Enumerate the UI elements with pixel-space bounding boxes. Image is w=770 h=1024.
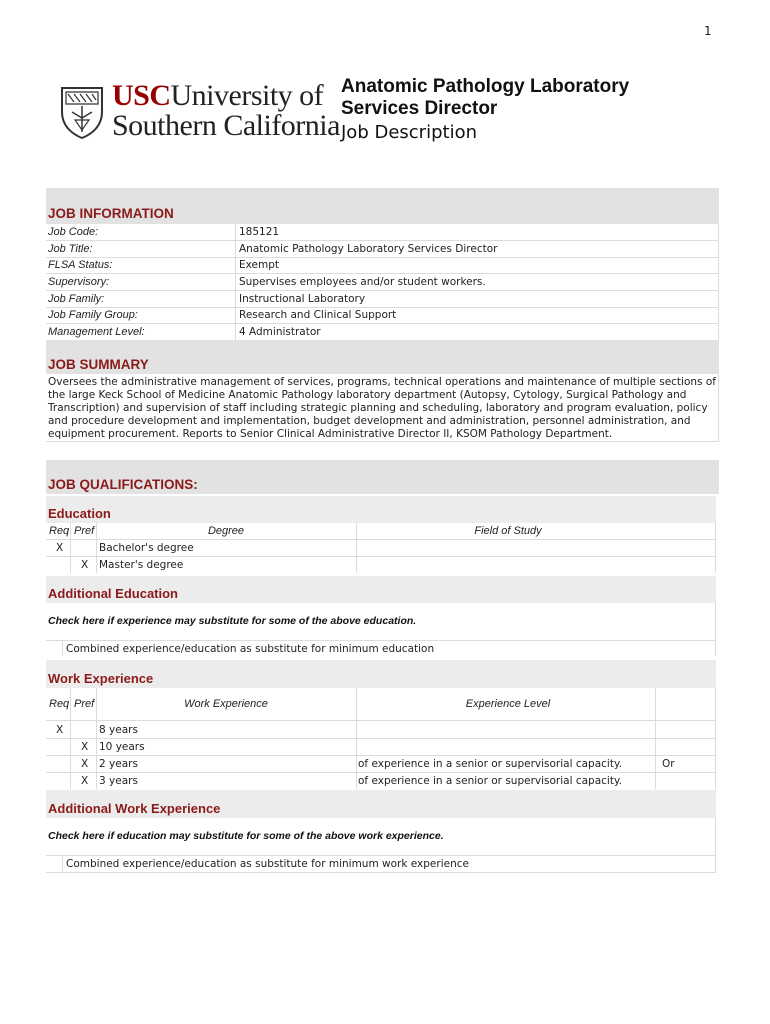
education-field-header: Field of Study — [474, 525, 542, 537]
job-summary-heading: JOB SUMMARY — [48, 357, 149, 372]
col-divider — [70, 688, 71, 789]
work-row3-pref: X — [81, 758, 89, 770]
row-divider — [46, 273, 719, 274]
work-req-header: Req — [49, 698, 70, 710]
job-summary-text: Oversees the administrative management of services, programs, technical operations and maintenance of multiple sections of the large Keck School of Medicine Anatomic Pathology laboratory department (Autopsy, Cytology, Surgical Pathology and Transcription) and supervision of staff including strategic planning and scheduling, laboratory and program evaluation, policy and procedure development and implementation, budget development and administration, personnel administration, and equipment procurement. Reports to Senior Clinical Administrative Director II, KSOM Pathology Department. — [48, 376, 716, 440]
additional-work-experience-note: Check here if education may substitute for some of the above work experience. — [48, 830, 444, 842]
work-row3-level: of experience in a senior or supervisorial capacity. — [358, 758, 623, 770]
work-experience-header: Work Experience — [184, 698, 268, 710]
supervisory-label: Supervisory: — [48, 276, 110, 288]
work-row3-years: 2 years — [99, 758, 138, 770]
job-family-group-label: Job Family Group: — [48, 309, 138, 321]
work-row4-pref: X — [81, 775, 89, 787]
title-line1: Anatomic Pathology Laboratory — [341, 76, 630, 97]
work-row4-years: 3 years — [99, 775, 138, 787]
education-row1-degree: Bachelor's degree — [99, 542, 194, 554]
col-divider — [70, 523, 71, 573]
education-row1-req: X — [56, 542, 64, 554]
education-row2-degree: Master's degree — [99, 559, 184, 571]
col-divider — [356, 523, 357, 573]
row-divider — [46, 738, 716, 739]
additional-work-substitute-text: Combined experience/education as substitute for minimum work experience — [66, 858, 469, 870]
document-title — [341, 76, 629, 120]
col-divider — [96, 523, 97, 573]
work-experience-heading: Work Experience — [48, 671, 154, 686]
experience-level-header: Experience Level — [465, 698, 551, 710]
logo-text-line2: Southern California — [112, 109, 340, 142]
education-heading: Education — [48, 506, 111, 521]
row-divider — [46, 257, 719, 258]
row-divider — [46, 539, 716, 540]
management-level-label: Management Level: — [48, 326, 145, 338]
work-row1-years: 8 years — [99, 724, 138, 736]
col-divider — [715, 818, 716, 872]
row-divider — [46, 556, 716, 557]
education-degree-header: Degree — [207, 525, 245, 537]
row-divider — [46, 720, 716, 721]
logo-usc-text: USC — [112, 79, 171, 112]
work-pref-header: Pref — [74, 698, 95, 710]
job-qualifications-heading: JOB QUALIFICATIONS: — [48, 477, 198, 492]
education-band — [46, 496, 716, 523]
col-divider — [715, 603, 716, 656]
education-pref-header: Pref — [74, 525, 95, 537]
work-row2-pref: X — [81, 741, 89, 753]
job-title-value: Anatomic Pathology Laboratory Services Director — [239, 243, 498, 255]
checkbox-cell-divider — [62, 640, 63, 656]
row-divider — [46, 772, 716, 773]
col-divider — [96, 688, 97, 789]
row-divider — [46, 323, 719, 324]
supervisory-value: Supervises employees and/or student workers. — [239, 276, 486, 288]
job-family-group-value: Research and Clinical Support — [239, 309, 397, 321]
document-subtitle: Job Description — [341, 122, 477, 143]
page-number: 1 — [704, 24, 712, 38]
usc-shield-icon — [58, 84, 106, 140]
job-family-value: Instructional Laboratory — [239, 293, 366, 305]
work-row4-level: of experience in a senior or supervisorial capacity. — [358, 775, 623, 787]
section-bottom-border — [46, 872, 716, 873]
row-divider — [46, 307, 719, 308]
additional-education-note: Check here if experience may substitute for some of the above education. — [48, 615, 417, 627]
title-line2: Services Director — [341, 98, 498, 119]
col-divider — [715, 523, 716, 573]
row-divider — [46, 240, 719, 241]
row-divider — [46, 755, 716, 756]
education-row2-pref: X — [81, 559, 89, 571]
col-divider — [655, 688, 656, 789]
row-divider — [46, 640, 716, 641]
summary-bottom-border — [46, 441, 719, 442]
col-divider — [356, 688, 357, 789]
job-code-label: Job Code: — [48, 226, 99, 238]
work-row2-years: 10 years — [99, 741, 145, 753]
additional-education-substitute-text: Combined experience/education as substitute for minimum education — [66, 643, 435, 655]
col-divider — [715, 688, 716, 789]
work-row1-req: X — [56, 724, 64, 736]
row-divider — [46, 855, 716, 856]
education-req-header: Req — [49, 525, 70, 537]
additional-education-heading: Additional Education — [48, 586, 178, 601]
flsa-status-value: Exempt — [239, 259, 279, 271]
row-divider — [46, 290, 719, 291]
job-title-label: Job Title: — [48, 243, 93, 255]
job-family-label: Job Family: — [48, 293, 105, 305]
logo-university-text: University of — [170, 79, 324, 112]
checkbox-cell-divider — [62, 855, 63, 872]
logo-text-line1 — [112, 80, 323, 112]
flsa-status-label: FLSA Status: — [48, 259, 113, 271]
additional-work-experience-heading: Additional Work Experience — [48, 801, 221, 816]
management-level-value: 4 Administrator — [239, 326, 321, 338]
work-row3-or: Or — [662, 758, 675, 770]
job-information-heading: JOB INFORMATION — [48, 206, 174, 221]
job-code-value: 185121 — [239, 226, 280, 238]
summary-right-border — [718, 374, 719, 442]
